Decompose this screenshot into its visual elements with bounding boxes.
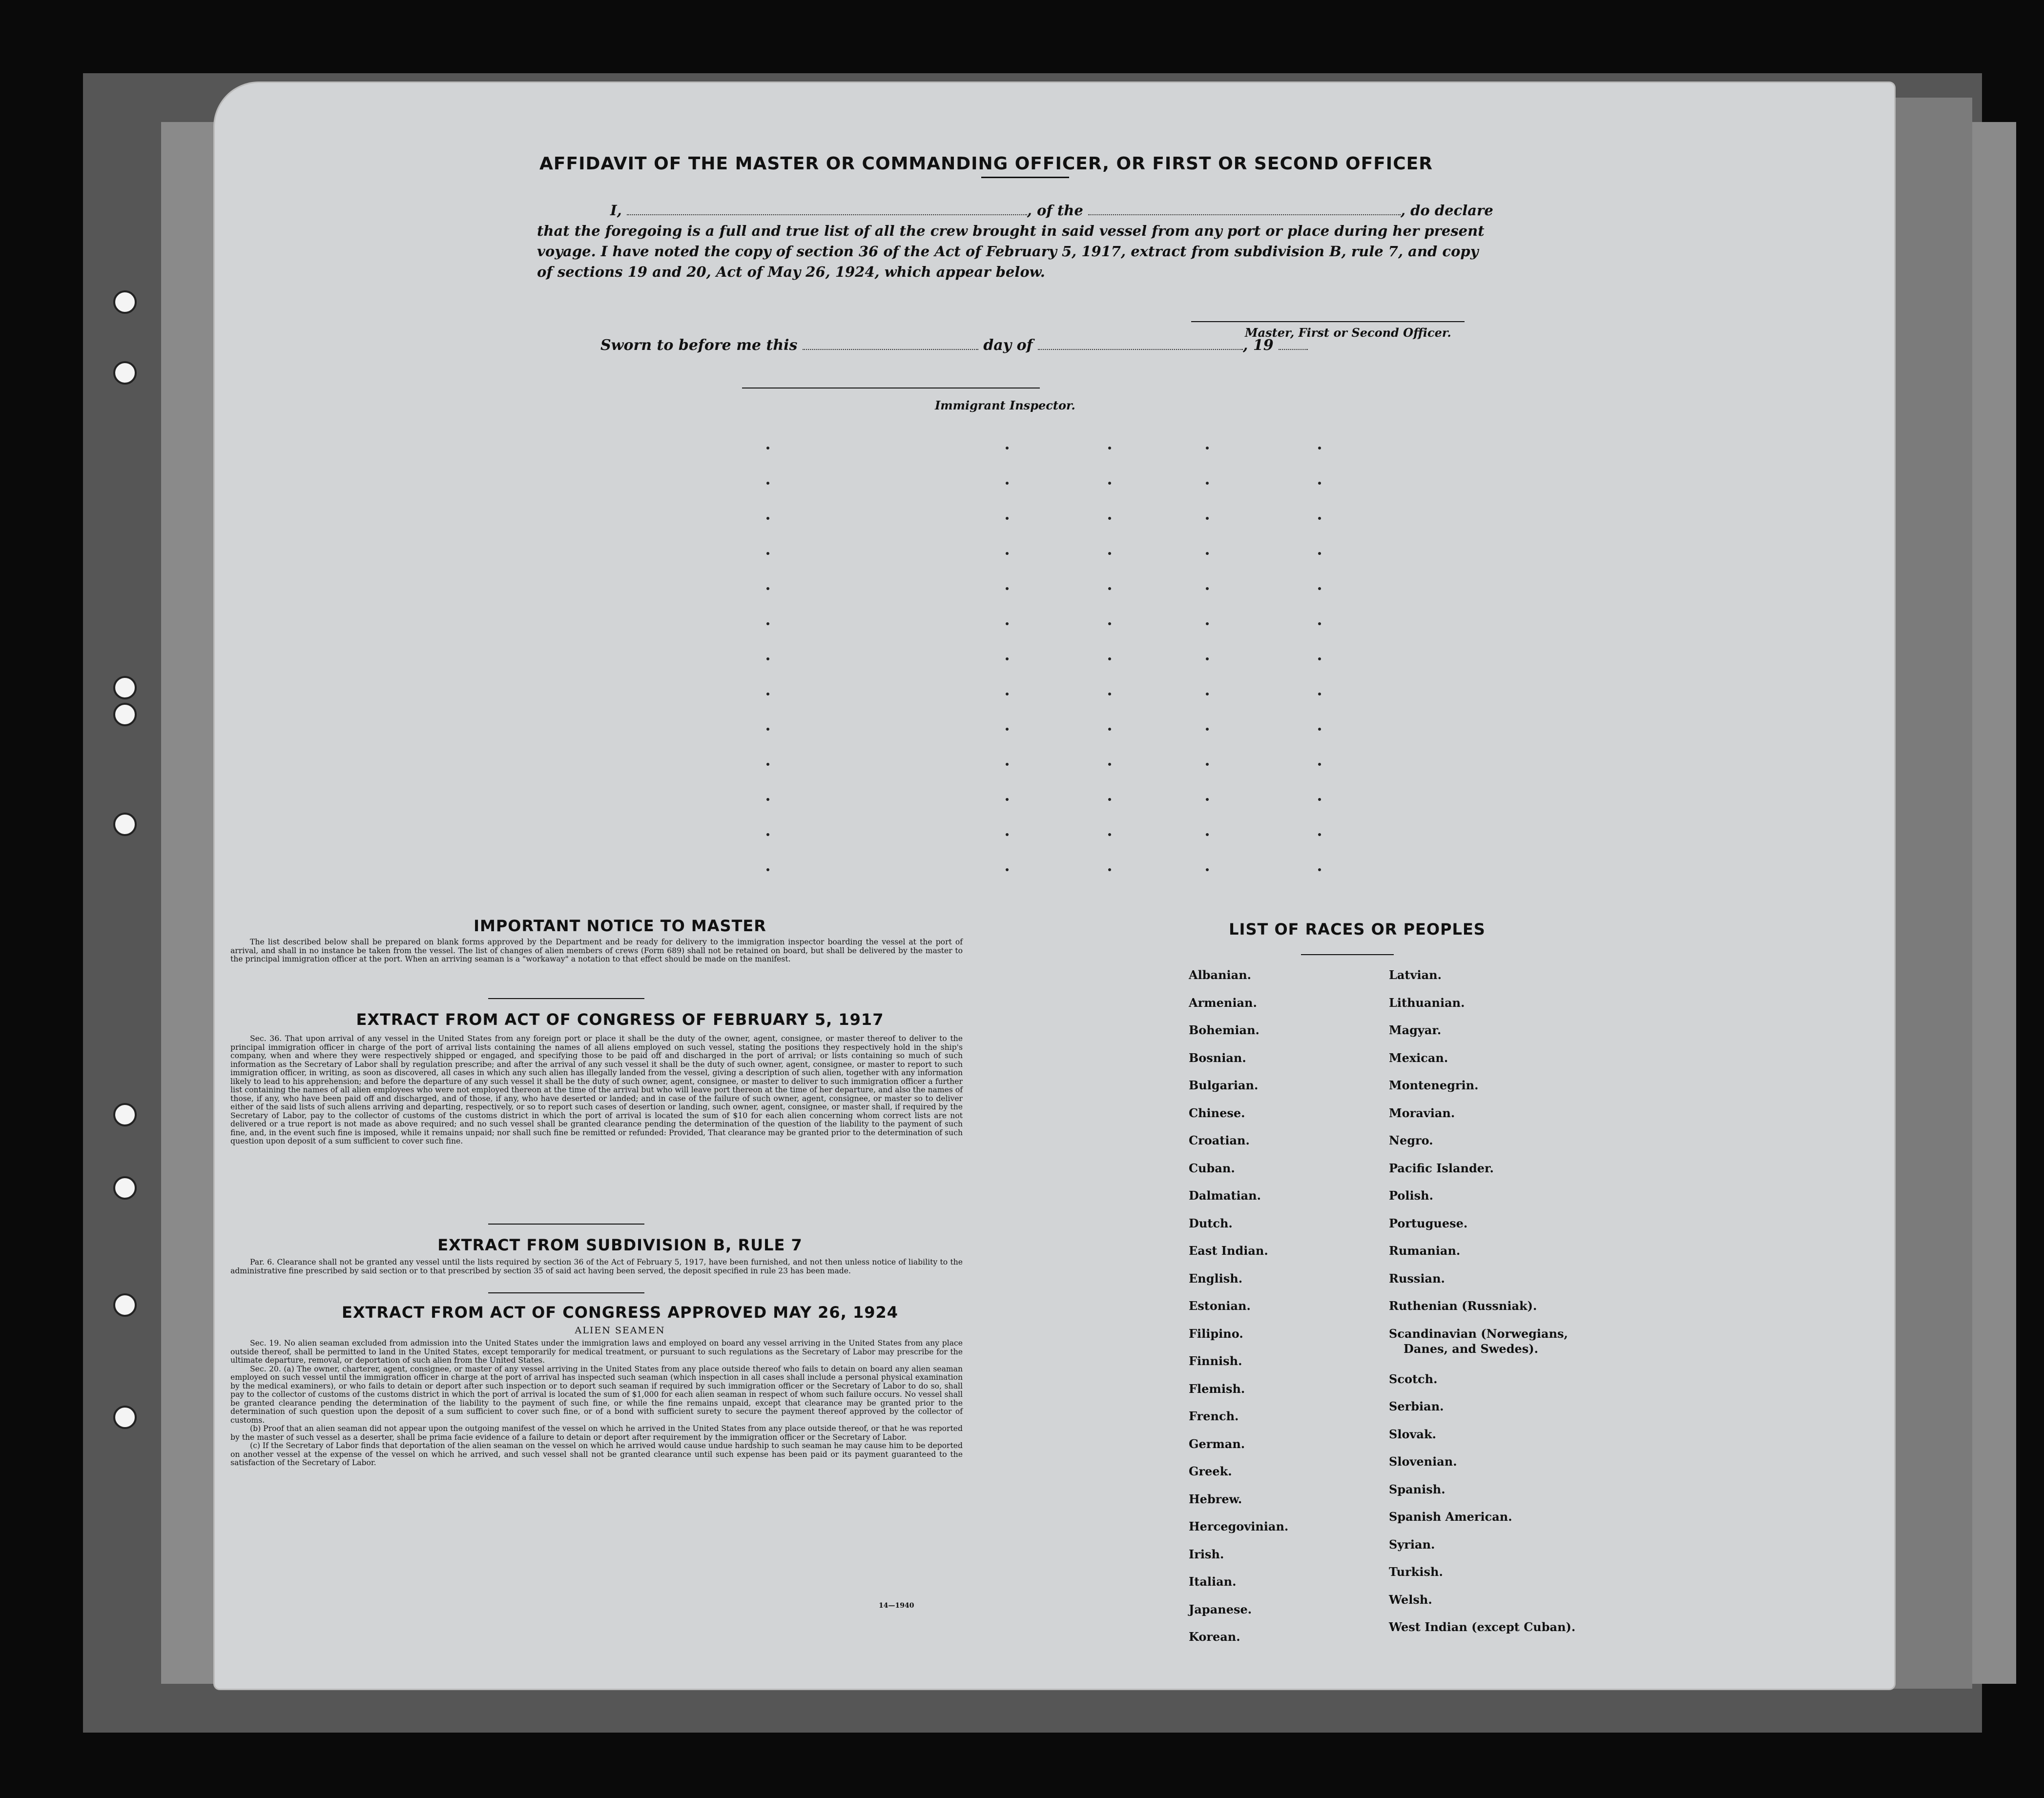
sworn-year-field[interactable] [1279,337,1308,350]
bleed-dot [1318,868,1321,871]
bleed-dot [1318,728,1321,731]
extract-1917-text [230,1035,963,1146]
bleed-dot [1318,833,1321,836]
bleed-dot [766,447,769,450]
race-item: Negro. [1389,1133,1433,1147]
bleed-dot [766,868,769,871]
bleed-dot [1206,833,1209,836]
race-item: Flemish. [1189,1381,1245,1396]
race-item: Dutch. [1189,1216,1233,1230]
binder-hole-left [113,1406,137,1429]
notice-heading: IMPORTANT NOTICE TO MASTER [474,917,766,935]
bleed-dot [766,728,769,731]
race-item: Filipino. [1189,1326,1243,1341]
inspector-signature-label: Immigrant Inspector. [935,398,1075,412]
race-item: Hebrew. [1189,1492,1242,1506]
race-item: Bosnian. [1189,1050,1246,1065]
bleed-dot [1108,833,1111,836]
bleed-dot [1006,833,1009,836]
bleed-dot [1108,482,1111,485]
bleed-dot [1108,868,1111,871]
binder-hole-left [113,1103,137,1126]
vessel-name-field[interactable] [1088,203,1401,215]
bleed-dot [766,833,769,836]
race-item: Pacific Islander. [1389,1161,1494,1175]
race-item: Syrian. [1389,1537,1435,1552]
race-item: Cuban. [1189,1161,1235,1175]
bleed-dot [1108,728,1111,731]
bleed-dot [1108,622,1111,625]
bleed-dot [1206,517,1209,520]
bleed-dot [1206,552,1209,555]
affidavit-title: AFFIDAVIT OF THE MASTER OR COMMANDING OFFICER, OR FIRST OR SECOND OFFICER [539,154,1433,174]
sworn-day-field[interactable] [803,337,978,350]
notice-text [230,938,963,964]
bleed-dot [1318,657,1321,660]
race-item: French. [1189,1409,1239,1423]
race-item: Moravian. [1389,1105,1455,1120]
bleed-dot [766,657,769,660]
binder-hole-left [113,813,137,836]
alien-seamen-subheading: ALIEN SEAMEN [575,1325,665,1336]
bleed-dot [1206,482,1209,485]
of-the-label: , of the [1027,202,1083,219]
bleed-dot [1318,552,1321,555]
sworn-prefix: Sworn to before me this [600,337,798,354]
race-item: Portuguese. [1389,1216,1468,1230]
race-item: Bohemian. [1189,1023,1259,1037]
bleed-dot [1318,447,1321,450]
race-item: Korean. [1189,1630,1240,1644]
races-rule [1301,954,1394,955]
binder-hole-left [113,1176,137,1200]
race-item: Italian. [1189,1574,1237,1589]
affidavit-declaration [537,200,1718,282]
race-item: Turkish. [1389,1565,1443,1579]
race-item: Chinese. [1189,1105,1245,1120]
master-signature-label: Master, First or Second Officer. [1245,326,1451,340]
bleed-dot [1108,552,1111,555]
declarant-label: I, [610,202,622,219]
day-of-label: day of [983,337,1033,354]
race-item: Greek. [1189,1464,1232,1478]
race-item: Slovak. [1389,1427,1436,1441]
section-rule [488,1224,644,1225]
race-item: Croatian. [1189,1133,1250,1147]
bleed-dot [1108,587,1111,590]
bleed-dot [1006,693,1009,695]
bleed-dot [1006,482,1009,485]
binder-hole-left [113,676,137,699]
bleed-dot [1006,587,1009,590]
section-rule [488,1292,644,1293]
declarant-name-field[interactable] [627,203,1027,215]
bleed-dot [1108,798,1111,801]
bleed-dot [1206,868,1209,871]
bleed-dot [1206,622,1209,625]
race-item: Danes, and Swedes). [1404,1341,1538,1356]
bleed-dot [1006,868,1009,871]
bleed-dot [1108,693,1111,695]
bleed-dot [1108,447,1111,450]
section-19-body: Sec. 19. No alien seaman excluded from admission into the United States under the immigration laws and employed on board any vessel arriving in the United States from any place outside thereof, shall be permitted to land in the United States, except temporarily for medical treatment, or pursuant to such regulations as the Secretary of Labor may prescribe for the ultimate departure, removal, or deportation of such alien from the United States. [230,1339,963,1365]
rule7-body: Par. 6. Clearance shall not be granted any vessel until the lists required by section 36 of the Act of February 5, 1917, have been furnished, and not then unless notice of liability to the administrative fine prescribed by said section or to that prescribed by section 35 of said act having been served, the deposit specified in rule 23 has been made. [230,1258,963,1275]
race-item: Latvian. [1389,968,1442,982]
form-page [215,83,1894,1689]
title-rule [981,177,1069,178]
bleed-dot [1318,798,1321,801]
declaration-line: voyage. I have noted the copy of section 36 of the Act of February 5, 1917, extract from subdivision B, rule 7, and copy [537,243,1479,260]
race-item: East Indian. [1189,1244,1268,1258]
bleed-dot [1006,728,1009,731]
bleed-dot [1206,587,1209,590]
bleed-dot [766,622,769,625]
bleed-dot [1318,693,1321,695]
binder-hole-left [113,361,137,385]
bleed-dot [1206,763,1209,766]
section-20c-body: (c) If the Secretary of Labor finds that deportation of the alien seaman on the vessel on which he arrived would cause undue hardship to such seaman he may cause him to be deported on another vessel at the expense of the vessel on which he arrived, and such vessel shall not be granted clearance until such expense has been paid or its payment guaranteed to the satisfaction of the Secretary of Labor. [230,1441,963,1467]
races-heading: LIST OF RACES OR PEOPLES [1229,920,1486,939]
race-item: Estonian. [1189,1299,1251,1313]
section-20a-body: Sec. 20. (a) The owner, charterer, agent, consignee, or master of any vessel arriving in the United States from any place outside thereof who fails to detain on board any alien seaman employed on such vessel until the immigration officer in charge at the port of arrival has inspected such seaman (which inspection in all cases shall include a personal physical examination by the medical examiners), or who fails to detain or deport after such inspection or to deport such seaman if required by such immigration officer or the Secretary of Labor to do so, shall pay to the collector of customs of the customs district in which the port of arrival is located the sum of $1,000 for each alien seaman in respect of whom such failure occurs. No vessel shall be granted clearance pending the determination of the liability to the payment of such fine, or while the fine remains unpaid, except that clearance may be granted prior to the determination of such question upon the deposit of a sum sufficient to cover such fine, or of a bond with sufficient surety to secure the payment thereof approved by the collector of customs. [230,1364,963,1425]
race-item: Slovenian. [1389,1454,1457,1469]
race-item: Rumanian. [1389,1244,1461,1258]
bleed-dot [766,763,769,766]
extract-rule7-text [230,1258,963,1275]
notice-body: The list described below shall be prepared on blank forms approved by the Department and be ready for delivery to the immigration inspector boarding the vessel at the port of arrival, and shall in no instance be taken from the vessel. The list of changes of alien members of crews (Form 689) shall not be retained on board, but shall be delivered by the master to the principal immigration officer at the port. When an arriving seaman is a "workaway" a notation to that effect should be made on the manifest. [230,938,963,963]
race-item: Ruthenian (Russniak). [1389,1299,1537,1313]
race-item: Russian. [1389,1271,1445,1286]
bleed-dot [1318,587,1321,590]
bleed-dot [1206,447,1209,450]
race-item: Magyar. [1389,1023,1442,1037]
master-signature-line[interactable] [1191,321,1465,322]
bleed-dot [1206,657,1209,660]
bleed-dot [1108,657,1111,660]
race-item: English. [1189,1271,1243,1286]
bleed-dot [1318,517,1321,520]
bleed-dot [766,693,769,695]
race-item: Spanish American. [1389,1510,1512,1524]
race-item: Dalmatian. [1189,1188,1261,1203]
race-item: Lithuanian. [1389,995,1465,1010]
binder-hole-left [113,1293,137,1317]
extract-1924-text [230,1339,963,1468]
year-prefix: , 19 [1243,337,1274,354]
race-item: Scotch. [1389,1371,1438,1386]
race-item: Mexican. [1389,1050,1448,1065]
race-item: Irish. [1189,1547,1224,1561]
bleed-dot [1006,622,1009,625]
bleed-dot [766,482,769,485]
bleed-dot [766,587,769,590]
bleed-dot [1206,798,1209,801]
race-item: Armenian. [1189,995,1257,1010]
race-item: Japanese. [1189,1602,1252,1616]
bleed-dot [1006,798,1009,801]
bleed-dot [766,798,769,801]
bleed-dot [1006,517,1009,520]
race-item: Bulgarian. [1189,1078,1259,1092]
section-20b-body: (b) Proof that an alien seaman did not appear upon the outgoing manifest of the vessel on which he arrived in the United States from any place outside thereof, or that he was reported by the master of such vessel as a deserter, shall be prima facie evidence of a failure to detain or deport after requirement by the immigration officer or the Secretary of Labor. [230,1424,963,1442]
declaration-line: that the foregoing is a full and true list of all the crew brought in said vessel from any port or place during her present [537,223,1485,239]
race-item: Hercegovinian. [1189,1519,1289,1533]
sworn-month-field[interactable] [1038,337,1243,350]
bleed-dot [1006,552,1009,555]
race-item: Albanian. [1189,968,1251,982]
bleed-dot [1006,657,1009,660]
race-item: Welsh. [1389,1592,1432,1607]
section-36-body: Sec. 36. That upon arrival of any vessel in the United States from any foreign port or place it shall be the duty of the owner, agent, consignee, or master thereof to deliver to the principal immigration officer in charge of the port of arrival lists containing the names of all aliens employed on such vessel, stating the positions they respectively hold in the ship's company, when and where they were respectively shipped or engaged, and specifying those to be paid off and discharged in the port of arrival; or lists containing so much of such information as the Secretary of Labor shall by regulation prescribe; and after the arrival of any such vessel it shall be the duty of such owner, agent, consignee, or master to report to such immigration officer, in writing, as soon as discovered, all cases in which any such alien has illegally landed from the vessel, giving a description of such alien, together with any information likely to lead to his apprehension; and before the departure of any such vessel it shall be the duty of such owner, agent, consignee, or master to deliver to such immigration officer a further list containing the names of all alien employees who were not employed thereon at the time of the arrival but who will leave port thereon at the time of her departure, and also the names of those, if any, who have been paid off and discharged, and of those, if any, who have deserted or landed; and in case of the failure of such owner, agent, consignee, or master so to deliver either of the said lists of such aliens arriving and departing, respectively, or so to report such cases of desertion or landing, such owner, agent, consignee, or master shall, if required by the Secretary of Labor, pay to the collector of customs of the customs district in which the port of arrival is located the sum of $10 for each alien concerning whom correct lists are not delivered or a true report is not made as above required; and no such vessel shall be granted clearance pending the determination of the question of the liability to the payment of such fine, and, in the event such fine is imposed, while it remains unpaid; nor shall such fine be remitted or refunded: Provided, That clearance may be granted prior to the determination of such question upon deposit of a sum sufficient to cover such fine. [230,1034,963,1145]
declaration-line: of sections 19 and 20, Act of May 26, 1924, which appear below. [537,264,1045,280]
bleed-dot [1318,622,1321,625]
bleed-dot [766,552,769,555]
bleed-dot [1006,447,1009,450]
race-item: West Indian (except Cuban). [1389,1620,1576,1635]
race-item: Serbian. [1389,1399,1444,1414]
extract-1924-heading: EXTRACT FROM ACT OF CONGRESS APPROVED MAY 26, 1924 [341,1303,899,1322]
bleed-dot [1108,517,1111,520]
race-item: Polish. [1389,1188,1433,1203]
race-item: Scandinavian (Norwegians, [1389,1326,1568,1341]
bleed-dot [1318,763,1321,766]
bleed-dot [1108,763,1111,766]
bleed-dot [766,517,769,520]
section-rule [488,998,644,999]
bleed-dot [1006,763,1009,766]
do-declare-label: , do declare [1400,202,1493,219]
form-number: 14—1940 [879,1602,914,1610]
bleed-dot [1318,482,1321,485]
binder-hole-left [113,703,137,726]
race-item: German. [1189,1436,1245,1451]
bleed-dot [1206,728,1209,731]
race-item: Montenegrin. [1389,1078,1479,1092]
binder-hole-left [113,290,137,314]
race-item: Finnish. [1189,1354,1242,1368]
extract-rule7-heading: EXTRACT FROM SUBDIVISION B, RULE 7 [437,1236,803,1254]
race-item: Spanish. [1389,1482,1445,1496]
sworn-line [600,337,1308,354]
bleed-dot [1206,693,1209,695]
extract-1917-heading: EXTRACT FROM ACT OF CONGRESS OF FEBRUARY 5, 1917 [356,1010,884,1029]
